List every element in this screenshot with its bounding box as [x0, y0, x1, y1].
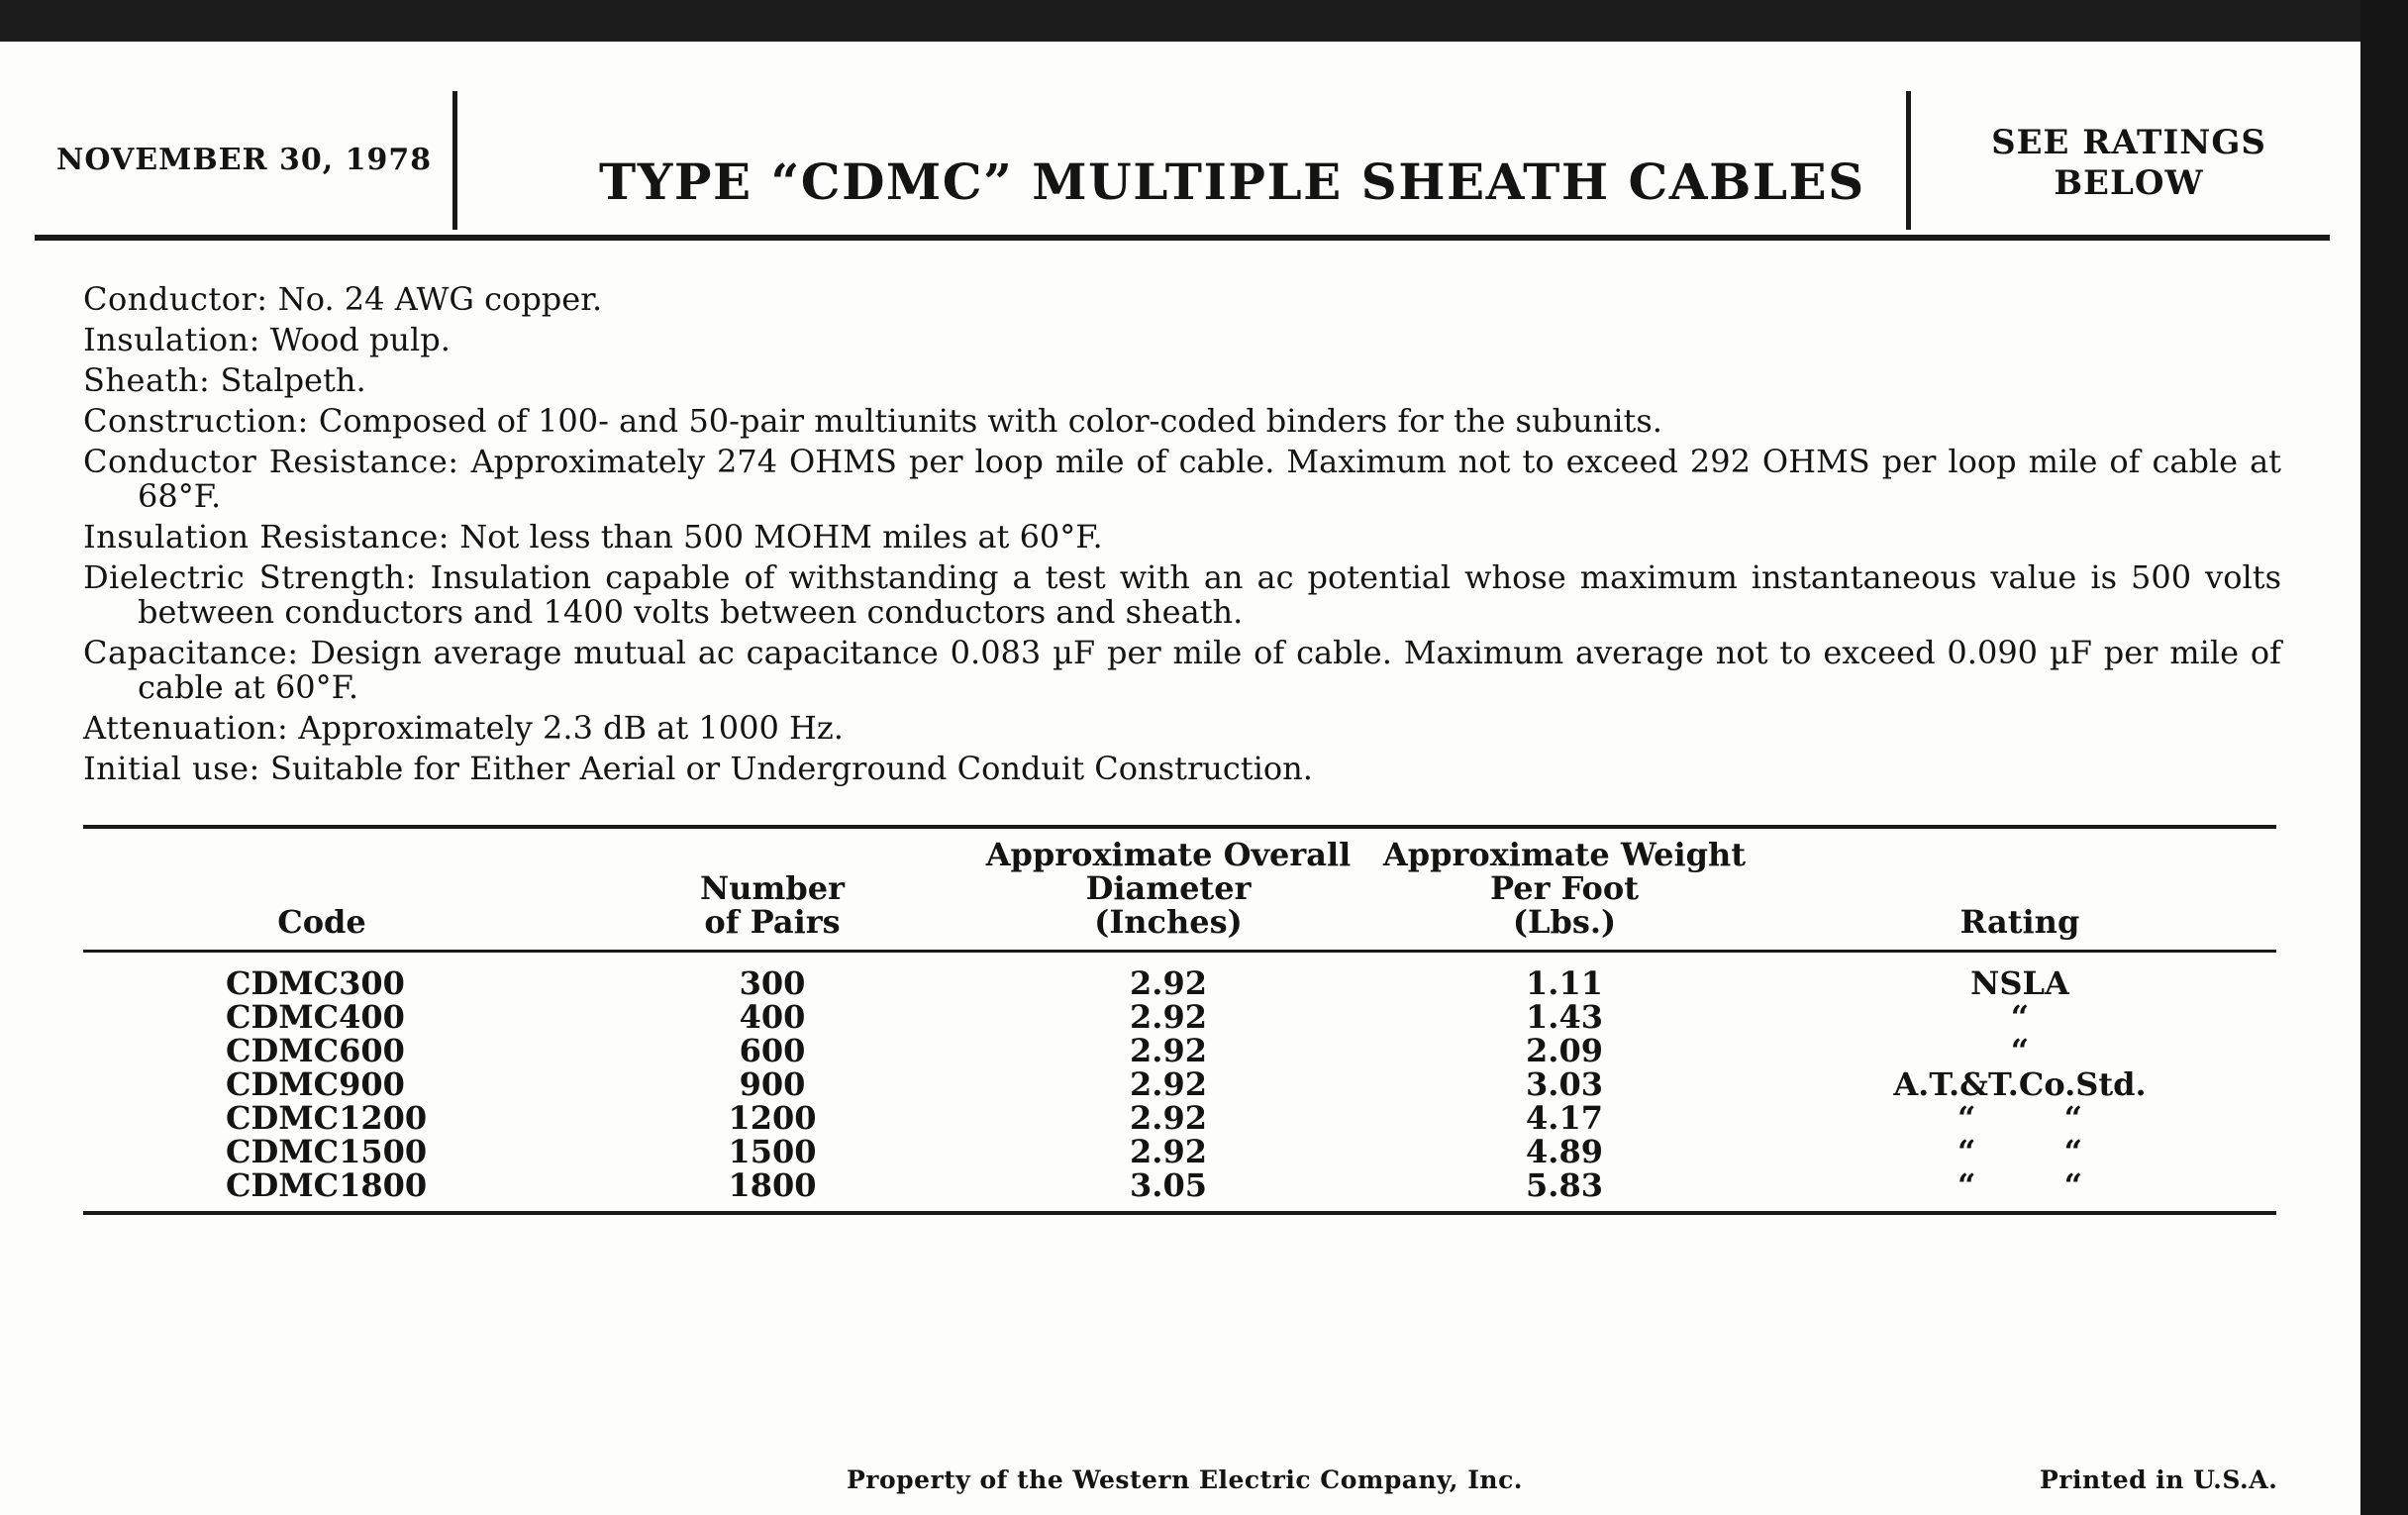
table-row — [0, 1000, 2408, 1034]
spec-sheath: Sheath: Stalpeth. — [83, 361, 366, 399]
page-title: TYPE “CDMC” MULTIPLE SHEATH CABLES — [599, 152, 1865, 211]
column-header-weight: Approximate Weight Per Foot (Lbs.) — [1382, 836, 1747, 941]
cell-weight: 4.89 — [1526, 1133, 1603, 1170]
spec-insulation: Insulation: Wood pulp. — [83, 321, 451, 358]
cell-pairs: 1800 — [728, 1166, 817, 1204]
cell-diameter: 3.05 — [1130, 1166, 1207, 1204]
table-row — [0, 1135, 2408, 1168]
cell-pairs: 600 — [739, 1032, 806, 1069]
header-date: NOVEMBER 30, 1978 — [56, 143, 433, 177]
table-row — [0, 1067, 2408, 1101]
column-header-diameter: Approximate Overall Diameter (Inches) — [985, 836, 1352, 941]
cell-diameter: 2.92 — [1130, 1065, 1207, 1103]
cell-rating: “ “ — [1957, 1099, 2082, 1137]
cell-diameter: 2.92 — [1130, 998, 1207, 1036]
cell-pairs: 400 — [739, 998, 806, 1036]
cell-code: CDMC900 — [226, 1065, 405, 1103]
spec-insulation-resistance: Insulation Resistance: Not less than 500 MOHM miles at 60°F. — [83, 518, 1103, 556]
column-header-rating: Rating — [1959, 903, 2080, 941]
table-row — [0, 1168, 2408, 1202]
header-rating-note: SEE RATINGS BELOW — [1991, 123, 2266, 203]
cell-code: CDMC1800 — [226, 1166, 428, 1204]
cell-code: CDMC1200 — [226, 1099, 428, 1137]
cell-code: CDMC1500 — [226, 1133, 428, 1170]
cell-code: CDMC300 — [226, 964, 405, 1002]
header-divider-left — [452, 91, 457, 230]
cell-pairs: 1200 — [728, 1099, 817, 1137]
table-top-rule — [83, 825, 2276, 829]
header-divider-right — [1906, 91, 1911, 230]
cell-rating: NSLA — [1970, 964, 2069, 1002]
cell-diameter: 2.92 — [1130, 1099, 1207, 1137]
header-rule — [35, 235, 2330, 241]
cell-code: CDMC600 — [226, 1032, 405, 1069]
cell-weight: 5.83 — [1526, 1166, 1603, 1204]
spec-capacitance: Capacitance: Design average mutual ac capacitance 0.083 µF per mile of cable. Maximum average not to exceed 0.090 µF per mile of cable at 60°F. — [83, 634, 2282, 706]
spec-list — [83, 282, 2281, 792]
cell-weight: 3.03 — [1526, 1065, 1603, 1103]
cell-pairs: 300 — [739, 964, 806, 1002]
document-header — [35, 91, 2330, 238]
table-bottom-rule — [83, 1211, 2276, 1215]
table-row — [0, 966, 2408, 1000]
column-header-code: Code — [277, 903, 366, 941]
footer-property-note: Property of the Western Electric Company, Inc. — [847, 1465, 1524, 1494]
spec-dielectric-strength: Dielectric Strength: Insulation capable of withstanding a test with an ac potential whose maximum instantaneous value is 500 volts between conductors and 1400 volts between conductors and sheath. — [83, 558, 2282, 631]
spec-attenuation: Attenuation: Approximately 2.3 dB at 1000 Hz. — [83, 709, 844, 747]
cell-rating: “ “ — [1957, 1166, 2082, 1204]
cell-diameter: 2.92 — [1130, 1133, 1207, 1170]
cell-diameter: 2.92 — [1130, 1032, 1207, 1069]
cell-code: CDMC400 — [226, 998, 405, 1036]
spec-conductor-resistance: Conductor Resistance: Approximately 274 OHMS per loop mile of cable. Maximum not to exceed 292 OHMS per loop mile of cable at 68°F. — [83, 443, 2282, 515]
cell-diameter: 2.92 — [1130, 964, 1207, 1002]
cell-weight: 4.17 — [1526, 1099, 1603, 1137]
cell-weight: 2.09 — [1526, 1032, 1603, 1069]
cell-rating: “ — [2010, 1032, 2030, 1069]
footer-printed-note: Printed in U.S.A. — [2040, 1465, 2278, 1494]
cell-rating: “ “ — [1957, 1133, 2082, 1170]
spec-conductor: Conductor: No. 24 AWG copper. — [83, 280, 603, 318]
table-row — [0, 1034, 2408, 1067]
cell-weight: 1.11 — [1526, 964, 1603, 1002]
cell-rating: A.T.&T.Co.Std. — [1893, 1065, 2147, 1103]
cell-rating: “ — [2010, 998, 2030, 1036]
table-row — [0, 1101, 2408, 1135]
spec-construction: Construction: Composed of 100- and 50-pair multiunits with color-coded binders for the subunits. — [83, 402, 1662, 440]
cell-pairs: 1500 — [728, 1133, 817, 1170]
column-header-pairs: Number of Pairs — [700, 869, 845, 941]
spec-initial-use: Initial use: Suitable for Either Aerial or Underground Conduit Construction. — [83, 750, 1313, 787]
scan-top-edge — [0, 0, 2408, 42]
scan-right-edge — [2360, 0, 2408, 1515]
cell-pairs: 900 — [739, 1065, 806, 1103]
table-header-rule — [83, 950, 2276, 953]
cell-weight: 1.43 — [1526, 998, 1603, 1036]
